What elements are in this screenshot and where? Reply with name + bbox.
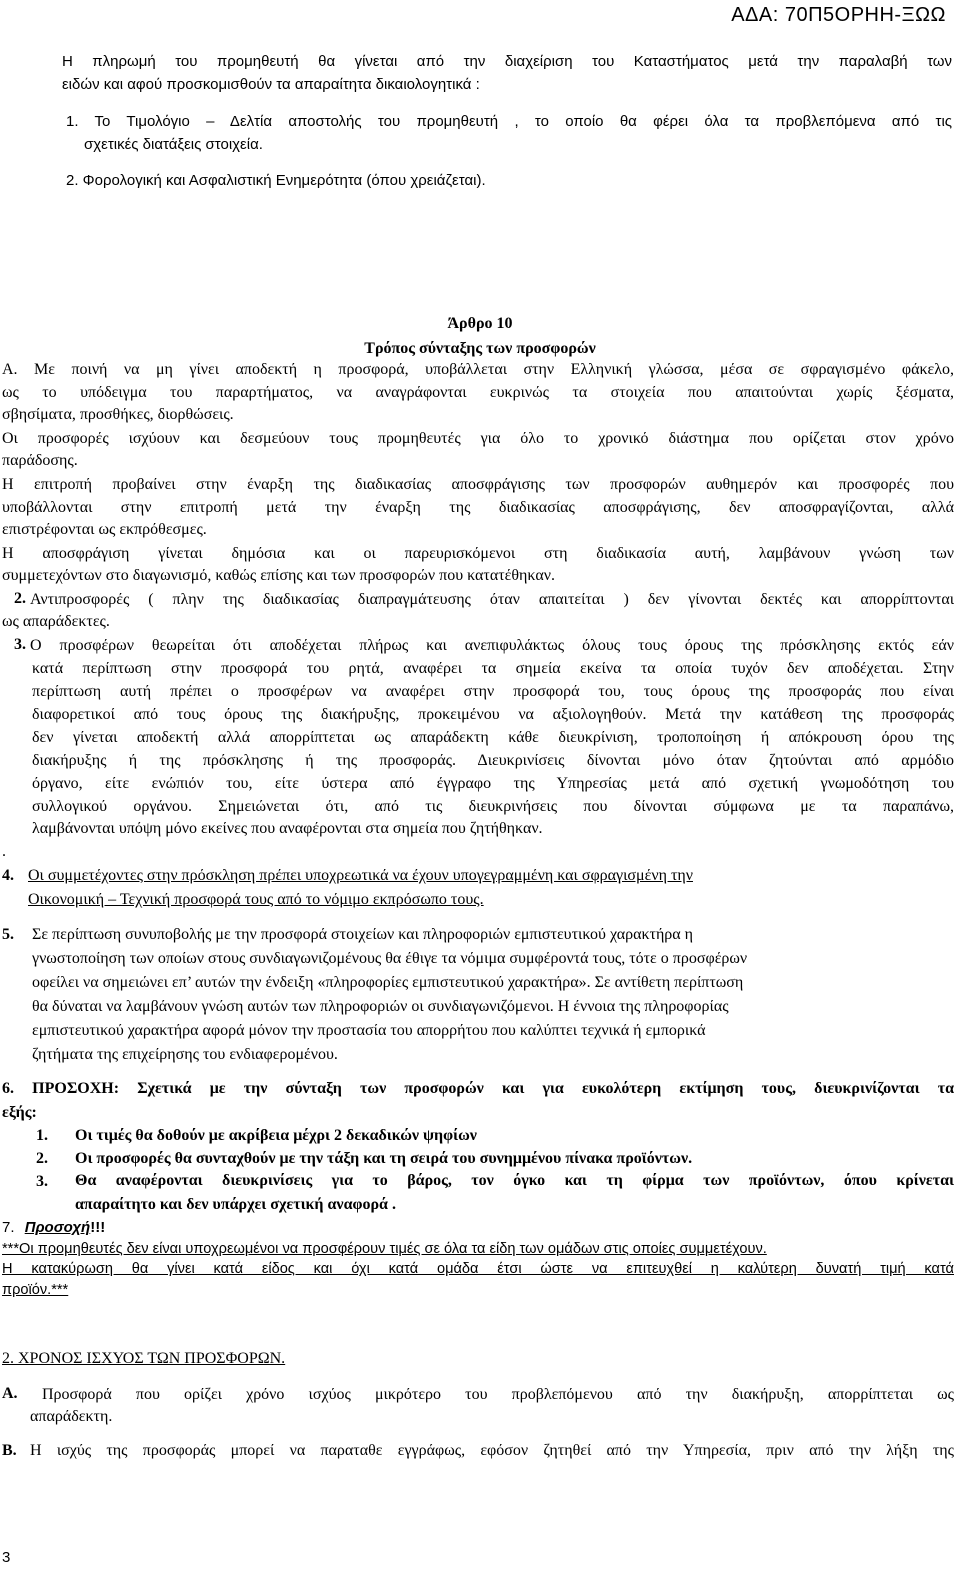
payment-item-2: 2. Φορολογική και Ασφαλιστική Ενημερότητα (όπου χρειάζεται). [66, 172, 486, 189]
point-2-line-2: ως απαράδεκτες. [2, 613, 110, 630]
section-a-line-1: Α. Με ποινή να μη γίνει αποδεκτή η προσφορά, υποβάλλεται στην Ελληνική γλώσσα, μέσα σε σφραγισμένο φάκελο, [2, 361, 954, 378]
committee-line-3: επιστρέφονται ως εκπρόθεσμες. [2, 521, 207, 538]
stray-dot: . [2, 843, 6, 860]
point-6-item-2: Οι προσφορές θα συνταχθούν με την τάξη και τη σειρά του συνημμένου πίνακα προϊόντων. [75, 1150, 693, 1167]
payment-item-1-line-2: σχετικές διατάξεις στοιχεία. [84, 136, 263, 153]
point-5-line-3: οφείλει να σημειώνει επ’ αυτών την ένδειξη «πληροφορίες εμπιστευτικού χαρακτήρα». Σε αντίθετη περίπτωση [32, 974, 744, 991]
point-3-line-1: Ο προσφέρων θεωρείται ότι αποδέχεται πλήρως και ανεπιφυλάκτως όλους τους όρους της πρόσκλησης εκτός εάν [30, 637, 954, 654]
validity-a-number: Α. [2, 1385, 18, 1402]
point-3-line-7: όργανο, είτε ενώπιόν του, είτε ύστερα από έγγραφο της Υπηρεσίας μετά από σχετική γνωμοδότηση του [32, 775, 954, 792]
committee-line-2: υποβάλλονται στην επιτροπή μετά την έναρξη της διαδικασίας αποσφράγισης, δεν αποσφραγίζονται, αλλά [2, 499, 954, 516]
point-5-line-5: εμπιστευτικού χαρακτήρα αφορά μόνον την προστασία του απορρήτου που καλύπτει τεχνικά ή εμπορικά [32, 1022, 706, 1039]
point-4-line-2: Οικονομική – Τεχνική προσφορά τους από το νόμιμο εκπρόσωπο τους. [28, 891, 484, 908]
point-3-line-3: περίπτωση αυτή πρέπει ο προσφέρων να αναφέρει στην προσφορά του, τους όρους της προσφοράς που είναι [32, 683, 954, 700]
section-a-line-2: ως το υπόδειγμα του παραρτήματος, να αναγράφονται ευκρινώς τα στοιχεία που απαιτούνται χωρίς ξέσματα, [2, 384, 954, 401]
article-title: Άρθρο 10 [447, 315, 513, 332]
point-3-line-2: κατά περίπτωση στην προσφορά του ρητά, αναφέρει τα σημεία εκείνα τα οποία τυχόν δεν αποδέχεται. Στην [32, 660, 954, 677]
validity-b-number: Β. [2, 1442, 17, 1459]
committee-line-1: Η επιτροπή προβαίνει στην έναρξη της διαδικασίας αποσφράγισης των προσφορών αυθημερόν και προσφορές που [2, 476, 954, 493]
point-7-exclamation: !!! [90, 1219, 106, 1236]
point-5-line-1: Σε περίπτωση συνυποβολής με την προσφορά στοιχείων και πληροφοριών εμπιστευτικού χαρακτήρα η [32, 926, 694, 943]
page-number: 3 [2, 1549, 11, 1566]
point-4-line-1: Οι συμμετέχοντες στην πρόσκληση πρέπει υποχρεωτικά να έχουν υπογεγραμμένη και σφραγισμένη την [28, 867, 693, 884]
validity-note-line-2: παράδοσης. [2, 452, 78, 469]
point-5-line-2: γνωστοποίηση των οποίων στους συνδιαγωνιζομένους θα έθιγε τα νόμιμα συμφέροντά τους, τότε ο προσφέρων [32, 950, 748, 967]
point-5-line-6: ζητήματα της επιχείρησης του ενδιαφερομένου. [32, 1046, 338, 1063]
point-3-line-4: διαφορετικοί από τους όρους της διακήρυξης, προκειμένου να αξιολογηθούν. Μετά την κατάθεση της προσφοράς [32, 706, 954, 723]
article-subtitle: Τρόπος σύνταξης των προσφορών [364, 340, 596, 357]
ada-code: ΑΔΑ: 70Π5ΟΡΗΗ-ΞΩΩ [731, 4, 946, 26]
point-3-line-6: διακήρυξης ή της πρόσκλησης ή της προσφοράς. Διευκρινίσεις δίνονται μόνο όταν ζητούνται από αρμόδιο [32, 752, 954, 769]
point-6-line-1: 6. ΠΡΟΣΟΧΗ: Σχετικά με την σύνταξη των προσφορών και για ευκολότερη εκτίμηση τους, διευκρινίζονται τα [2, 1080, 954, 1097]
validity-a-line-1: Προσφορά που ορίζει χρόνο ισχύος μικρότερο του προβλεπόμενου από την διακήρυξη, απορρίπτεται ως [42, 1386, 954, 1403]
point-6-item-3-line-2: απαραίτητο και δεν υπάρχει σχετική αναφορά . [75, 1196, 396, 1213]
note-line-2: Η κατακύρωση θα γίνει κατά είδος και όχι κατά ομάδα έτσι ώστε να επιτευχθεί η καλύτερη δυνατή τιμή κατά [2, 1261, 954, 1277]
point-5-number: 5. [2, 926, 14, 943]
validity-note-line-1: Οι προσφορές ισχύουν και δεσμεύουν τους προμηθευτές για όλο το χρονικό διάστημα που ορίζεται στον χρόνο [2, 430, 954, 447]
validity-heading: 2. ΧΡΟΝΟΣ ΙΣΧΥΟΣ ΤΩΝ ΠΡΟΣΦΟΡΩΝ. [2, 1350, 286, 1367]
point-6-item-3-number: 3. [36, 1173, 48, 1190]
point-7-line [2, 1218, 105, 1238]
point-4-number: 4. [2, 867, 14, 884]
point-7-label: Προσοχή [24, 1219, 91, 1236]
opening-line-1: Η αποσφράγιση γίνεται δημόσια και οι παρευρισκόμενοι στη διαδικασία αυτή, λαμβάνουν γνώση των [2, 545, 954, 562]
point-3-line-8: συλλογικού οργάνου. Σημειώνεται ότι, από τις διευκρινήσεις που δίνονται σύμφωνα με τα παραπάνω, [32, 798, 954, 815]
point-3-number: 3. [14, 636, 26, 653]
payment-item-1-line-1: 1. Το Τιμολόγιο – Δελτία αποστολής του προμηθευτή , το οποίο θα φέρει όλα τα προβλεπόμενα από τις [66, 113, 952, 130]
payment-intro-line-2: ειδών και αφού προσκομισθούν τα απαραίτητα δικαιολογητικά : [62, 76, 480, 93]
point-2-line-1: Αντιπροσφορές ( πλην της διαδικασίας διαπραγμάτευσης όταν απαιτείται ) δεν γίνονται δεκτές και απορρίπτονται [30, 591, 954, 608]
note-line-3: προϊόν.*** [2, 1282, 69, 1298]
opening-line-2: συμμετεχόντων στο διαγωνισμό, καθώς επίσης και των προσφορών που κατατέθηκαν. [2, 567, 555, 584]
payment-intro-line-1: Η πληρωμή του προμηθευτή θα γίνεται από την διαχείριση του Καταστήματος μετά την παραλαβή των [62, 53, 952, 70]
point-6-item-1-number: 1. [36, 1127, 48, 1144]
point-6-item-1: Οι τιμές θα δοθούν με ακρίβεια μέχρι 2 δεκαδικών ψηφίων [75, 1127, 477, 1144]
point-5-line-4: θα δύναται να λαμβάνουν γνώση αυτών των πληροφοριών οι συνδιαγωνιζόμενοι. Η έννοια της πληροφορίας [32, 998, 729, 1015]
validity-b-line-1: Η ισχύς της προσφοράς μπορεί να παραταθε εγγράφως, εφόσον ζητηθεί από την Υπηρεσία, πριν από την λήξη της [30, 1442, 954, 1459]
point-6-item-2-number: 2. [36, 1150, 48, 1167]
section-a-line-3: σβησίματα, προσθήκες, διορθώσεις. [2, 406, 234, 423]
point-2-number: 2. [14, 590, 26, 607]
point-7-number: 7. [2, 1219, 15, 1236]
point-6-line-2: εξής: [2, 1104, 37, 1121]
point-3-line-9: λαμβάνονται υπόψη μόνο εκείνες που αναφέρονται στα σημεία που ζητήθηκαν. [32, 820, 543, 837]
note-line-1: ***Οι προμηθευτές δεν είναι υποχρεωμένοι να προσφέρουν τιμές σε όλα τα είδη των ομάδων στις οποίες συμμετέχουν. [2, 1241, 767, 1257]
point-3-line-5: δεν γίνεται αποδεκτή αλλά απορρίπτεται ως απαράδεκτη κάθε διευκρίνιση, τροποποίηση ή απόκρουση όρου της [32, 729, 954, 746]
validity-a-line-2: απαράδεκτη. [30, 1408, 113, 1425]
point-6-item-3-line-1: Θα αναφέρονται διευκρινίσεις για το βάρος, τον όγκο και τη φίρμα των προϊόντων, όπου κρίνεται [75, 1172, 954, 1189]
